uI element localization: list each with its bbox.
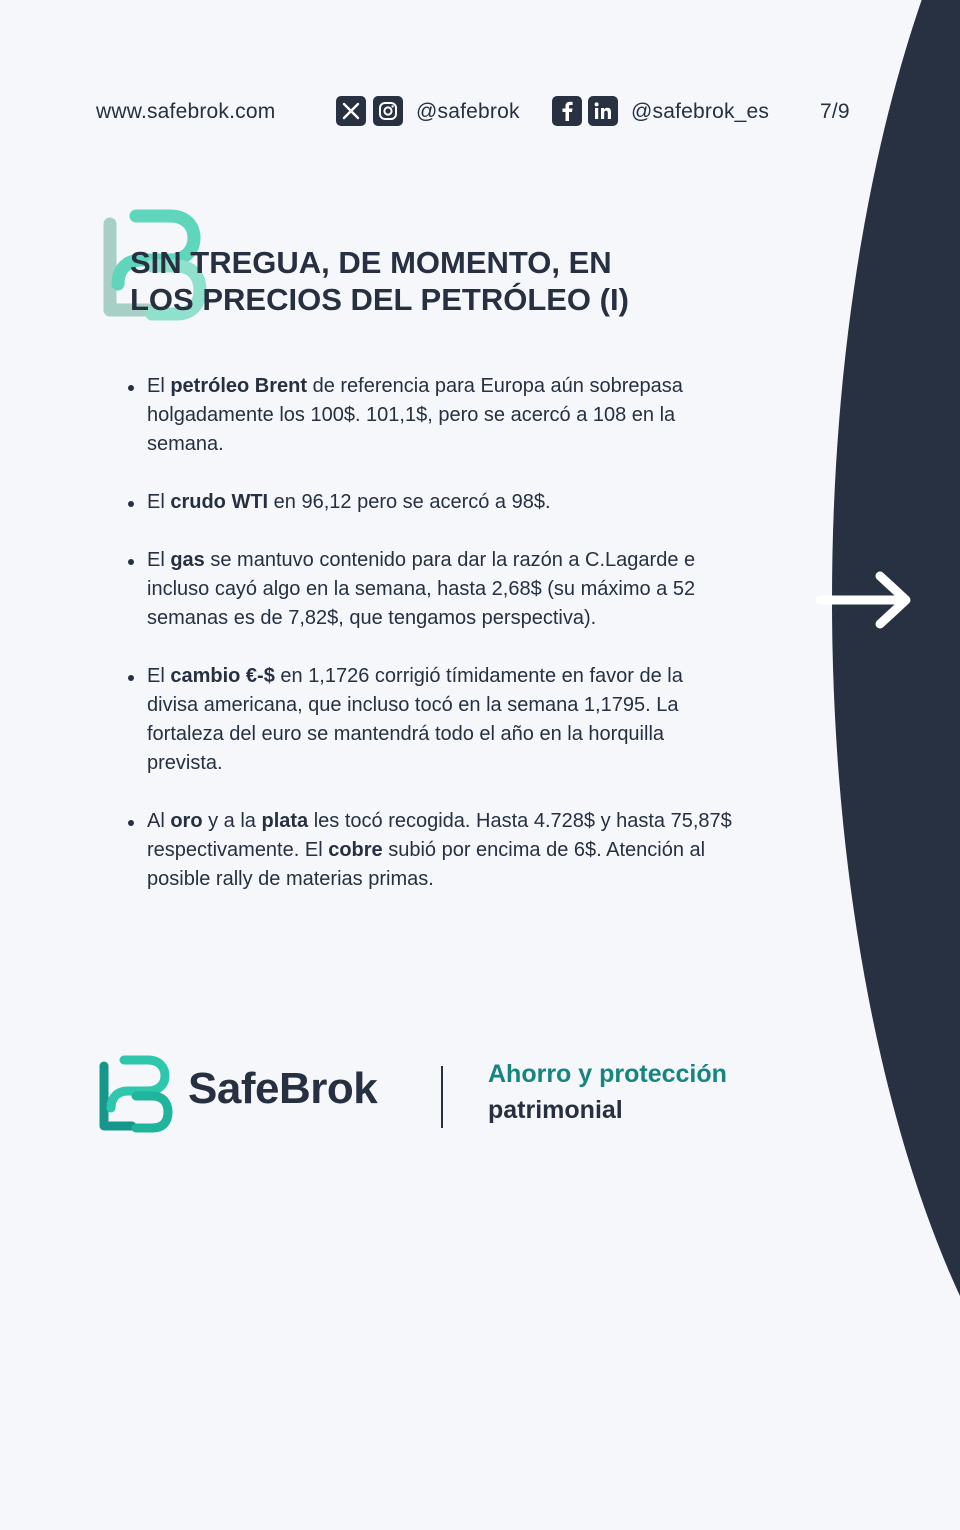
decorative-arc bbox=[832, 0, 960, 1530]
bullet-text: El bbox=[147, 549, 171, 571]
bullet-keyword: oro bbox=[170, 810, 203, 832]
facebook-icon[interactable] bbox=[552, 96, 582, 126]
tagline-line-1: Ahorro y protección bbox=[488, 1060, 727, 1088]
tagline-line-2: patrimonial bbox=[488, 1096, 623, 1124]
bullet-keyword: gas bbox=[170, 549, 205, 571]
title-line-2: LOS PRECIOS DEL PETRÓLEO (I) bbox=[130, 282, 629, 317]
bullet-item bbox=[126, 546, 736, 633]
bullet-item bbox=[126, 662, 736, 778]
bullet-keyword: cambio €-$ bbox=[170, 665, 275, 687]
page-indicator: 7/9 bbox=[820, 100, 850, 123]
footer-divider bbox=[441, 1066, 443, 1128]
brand-name: SafeBrok bbox=[188, 1064, 378, 1113]
bullet-text: se mantuvo contenido para dar la razón a C.Lagarde e incluso cayó algo en la semana, hasta 2,68$ (su máximo a 52 semanas es de 7,82$, que tengamos perspectiva). bbox=[147, 549, 696, 629]
bullet-keyword: petróleo Brent bbox=[170, 375, 308, 397]
bullet-text: El bbox=[147, 375, 171, 397]
safebrok-logo-icon bbox=[96, 1052, 174, 1134]
handle-secondary[interactable]: @safebrok_es bbox=[631, 100, 770, 123]
x-icon[interactable] bbox=[336, 96, 366, 126]
bullet-text: subió por encima de 6$. Atención al posible rally de materias primas. bbox=[147, 839, 706, 890]
bullet-text: les tocó recogida. Hasta 4.728$ y hasta 75,87$ respectivamente. El bbox=[147, 810, 732, 861]
bullet-keyword: cobre bbox=[328, 839, 383, 861]
bullet-text: El bbox=[147, 665, 171, 687]
bullet-item bbox=[126, 807, 736, 894]
title-line-1: SIN TREGUA, DE MOMENTO, EN bbox=[130, 245, 612, 280]
header-bar bbox=[96, 96, 960, 130]
arrow-right-icon[interactable] bbox=[816, 570, 914, 630]
page-title bbox=[130, 244, 730, 318]
instagram-icon[interactable] bbox=[373, 96, 403, 126]
bullet-text: en 96,12 pero se acercó a 98$. bbox=[268, 491, 551, 513]
handle-primary[interactable]: @safebrok bbox=[416, 100, 520, 123]
linkedin-icon[interactable] bbox=[588, 96, 618, 126]
bullet-text: Al bbox=[147, 810, 171, 832]
bullet-keyword: plata bbox=[261, 810, 309, 832]
bullet-text: en 1,1726 corrigió tímidamente en favor de la divisa americana, que incluso tocó en la semana 1,1795. La fortaleza del euro se mantendrá todo el año en la horquilla prevista. bbox=[147, 665, 683, 774]
website-link[interactable]: www.safebrok.com bbox=[96, 100, 276, 123]
bullet-item bbox=[126, 372, 736, 459]
bullet-list bbox=[126, 372, 736, 923]
bullet-text: de referencia para Europa aún sobrepasa holgadamente los 100$. 101,1$, pero se acercó a 108 en la semana. bbox=[147, 375, 683, 455]
bullet-item bbox=[126, 488, 736, 517]
bullet-text: El bbox=[147, 491, 171, 513]
bullet-keyword: crudo WTI bbox=[170, 491, 269, 513]
bullet-text: y a la bbox=[202, 810, 262, 832]
